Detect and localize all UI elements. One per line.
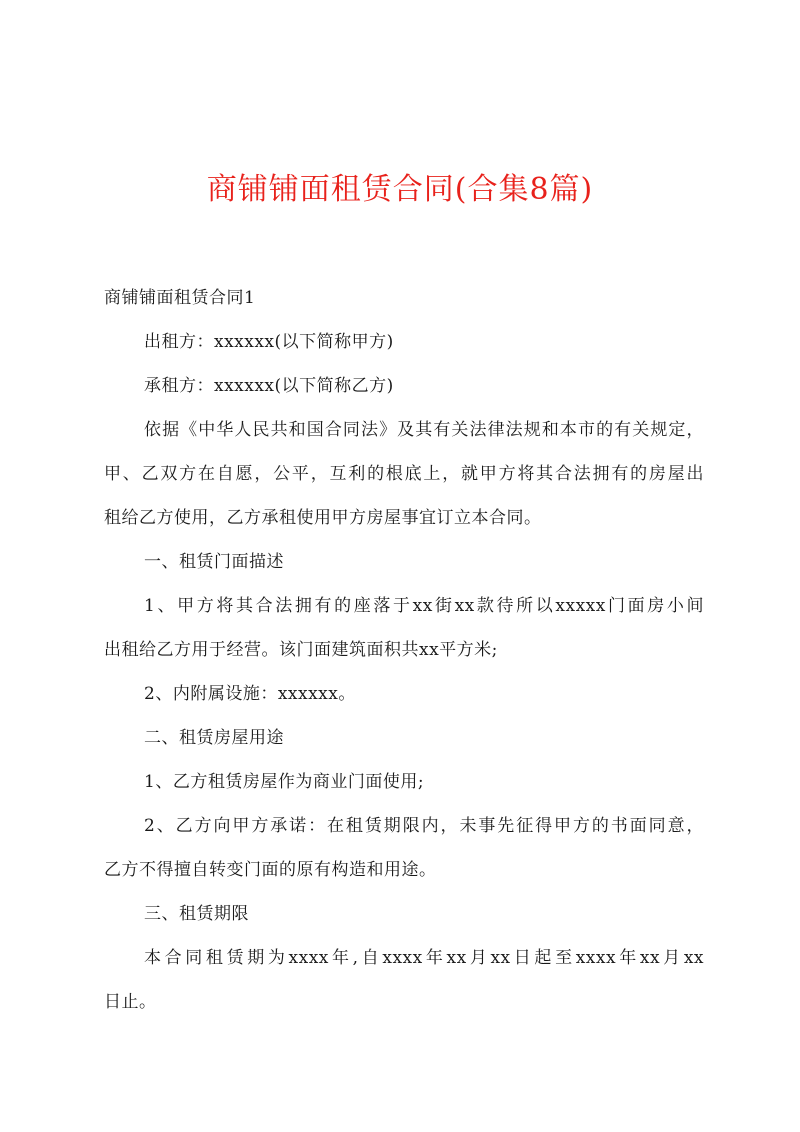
document-line: 本合同租赁期为xxxx年,自xxxx年xx月xx日起至xxxx年xx月xx xyxy=(144,948,704,968)
document-line: 2、乙方向甲方承诺：在租赁期限内，未事先征得甲方的书面同意， xyxy=(144,816,704,836)
document-line: 乙方不得擅自转变门面的原有构造和用途。 xyxy=(104,860,437,880)
document-line: 出租方：xxxxxx(以下简称甲方) xyxy=(144,332,394,352)
document-title: 商铺铺面租赁合同(合集8篇) xyxy=(206,172,594,207)
document-line: 一、租赁门面描述 xyxy=(144,552,284,572)
document-line: 依据《中华人民共和国合同法》及其有关法律法规和本市的有关规定， xyxy=(144,420,704,440)
document-line: 承租方：xxxxxx(以下简称乙方) xyxy=(144,376,394,396)
document-line: 日止。 xyxy=(104,992,157,1012)
document-line: 出租给乙方用于经营。该门面建筑面积共xx平方米; xyxy=(104,640,498,660)
document-line: 二、租赁房屋用途 xyxy=(144,728,284,748)
document-line: 1、乙方租赁房屋作为商业门面使用; xyxy=(144,772,425,792)
document-line: 商铺铺面租赁合同1 xyxy=(104,288,256,308)
document-line: 2、内附属设施：xxxxxx。 xyxy=(144,684,356,704)
document-line: 租给乙方使用，乙方承租使用甲方房屋事宜订立本合同。 xyxy=(104,508,542,528)
document-line: 三、租赁期限 xyxy=(144,904,249,924)
document-line: 甲、乙双方在自愿，公平，互利的根底上，就甲方将其合法拥有的房屋出 xyxy=(104,464,704,484)
document-line: 1、甲方将其合法拥有的座落于xx街xx款待所以xxxxx门面房小间 xyxy=(144,596,704,616)
document-body xyxy=(104,276,704,1024)
